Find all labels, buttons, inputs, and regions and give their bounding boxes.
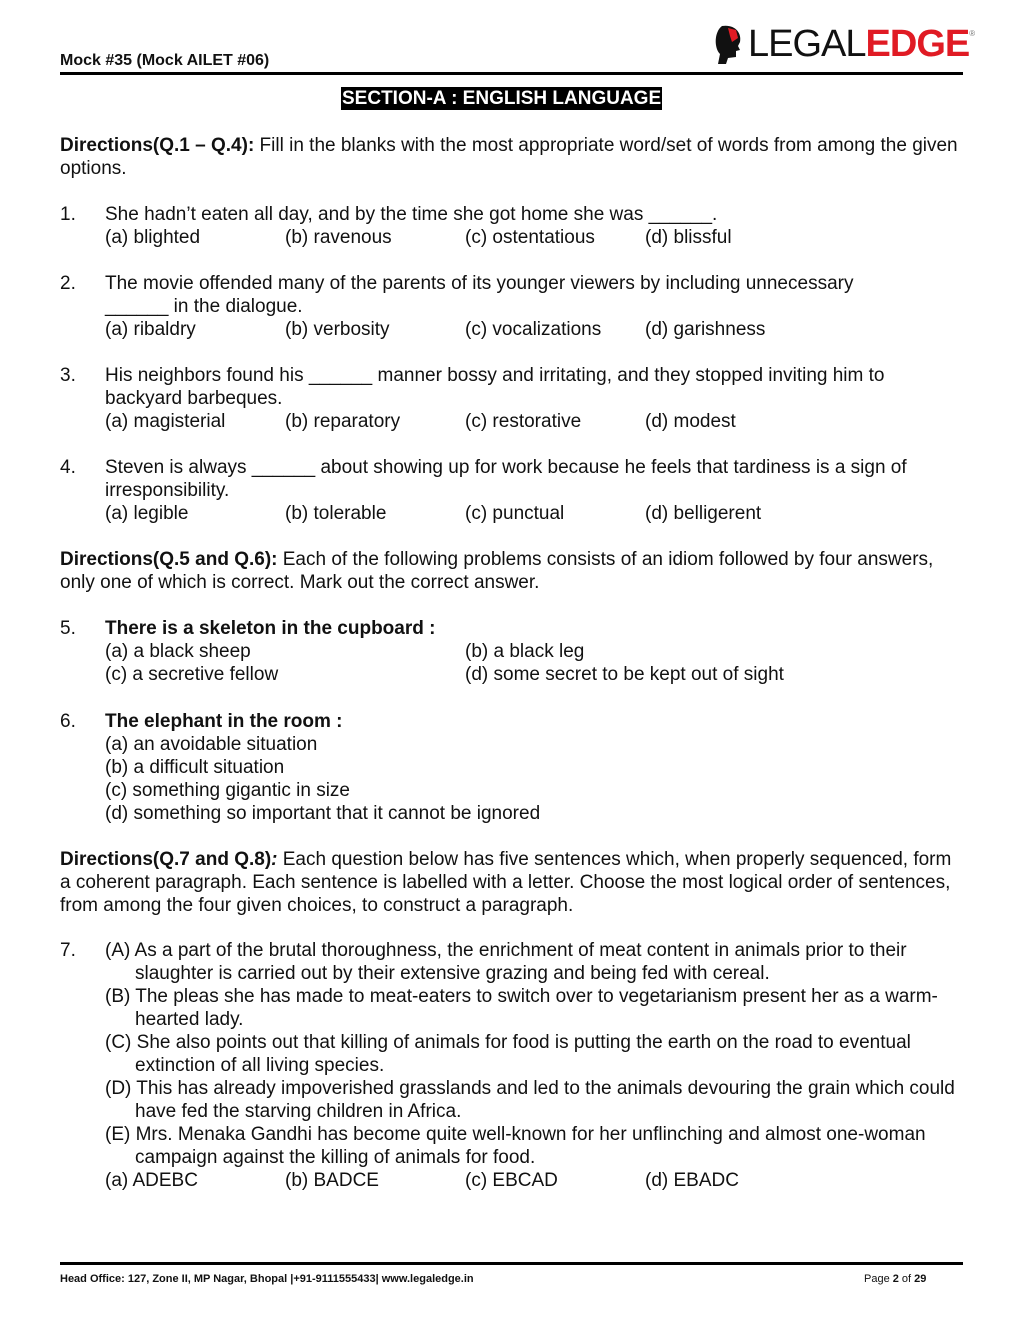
directions-label: Directions(Q.1 – Q.4):: [60, 135, 255, 156]
sentence-a: (A) As a part of the brutal thoroughness, the enrichment of meat content in animals prior to their slaughter is carried out by their extensive grazing and being fed with cereal.: [105, 940, 907, 984]
header-divider: [60, 72, 963, 75]
option-c: (c) restorative: [465, 411, 582, 432]
sentence-b: (B) The pleas she has made to meat-eaters to switch over to vegetarianism present her as a warm-hearted lady.: [105, 986, 938, 1030]
option-d: (d) EBADC: [645, 1170, 739, 1191]
option-c: (c) something gigantic in size: [105, 780, 350, 801]
option-a: (a) ribaldry: [105, 319, 196, 340]
question-text: His neighbors found his ______ manner bossy and irritating, and they stopped inviting him to backyard barbeques.: [105, 365, 885, 409]
footer-address: Head Office: 127, Zone II, MP Nagar, Bhopal |+91-9111555433| www.legaledge.in: [60, 1273, 474, 1285]
option-b: (b) reparatory: [285, 411, 401, 432]
question-number: 7.: [60, 940, 76, 961]
legaledge-logo: [714, 22, 975, 66]
mock-title: Mock #35 (Mock AILET #06): [60, 52, 270, 69]
option-c: (c) EBCAD: [465, 1170, 558, 1191]
option-b: (b) ravenous: [285, 227, 392, 248]
option-a: (a) an avoidable situation: [105, 734, 318, 755]
directions-colon: :: [271, 849, 278, 870]
directions-label: Directions(Q.7 and Q.8): [60, 849, 272, 870]
option-a: (a) legible: [105, 503, 189, 524]
question-4: [60, 456, 960, 525]
head-silhouette-icon: [714, 24, 744, 64]
option-b: (b) a black leg: [465, 641, 585, 662]
question-text: The elephant in the room :: [105, 711, 343, 732]
option-d: (d) something so important that it cannot be ignored: [105, 803, 541, 824]
option-b: (b) tolerable: [285, 503, 387, 524]
option-d: (d) belligerent: [645, 503, 762, 524]
question-6: [60, 710, 960, 825]
sentence-e: (E) Mrs. Menaka Gandhi has become quite well-known for her unflinching and almost one-woman campaign against the killing of animals for food.: [105, 1124, 926, 1168]
option-c: (c) ostentatious: [465, 227, 595, 248]
directions-q5-q6: [60, 548, 960, 594]
question-2: [60, 272, 960, 341]
option-a: (a) blighted: [105, 227, 201, 248]
question-number: 1.: [60, 204, 76, 225]
question-number: 6.: [60, 711, 76, 732]
sentence-c: (C) She also points out that killing of animals for food is putting the earth on the road to eventual extinction of all living species.: [105, 1032, 911, 1076]
question-7: [60, 939, 960, 1192]
of-word: of: [898, 1273, 915, 1285]
question-3: [60, 364, 960, 433]
footer-divider: [60, 1262, 963, 1265]
question-number: 4.: [60, 457, 76, 478]
section-heading: SECTION-A : ENGLISH LANGUAGE: [342, 88, 662, 109]
current-page: 2: [892, 1273, 899, 1285]
question-text: The movie offended many of the parents of its younger viewers by including unnecessary ______ in the dialogue.: [105, 273, 854, 317]
directions-q7-q8: [60, 848, 960, 917]
option-a: (a) magisterial: [105, 411, 226, 432]
option-a: (a) a black sheep: [105, 641, 251, 662]
sentence-d: (D) This has already impoverished grasslands and led to the animals devouring the grain which could have fed the starving children in Africa.: [105, 1078, 955, 1122]
registered-mark: ®: [969, 29, 976, 38]
option-c: (c) vocalizations: [465, 319, 602, 340]
page-number: [864, 1268, 926, 1291]
option-a: (a) ADEBC: [105, 1170, 198, 1191]
total-pages: 29: [914, 1273, 927, 1285]
option-b: (b) verbosity: [285, 319, 390, 340]
question-number: 3.: [60, 365, 76, 386]
option-d: (d) modest: [645, 411, 736, 432]
option-c: (c) a secretive fellow: [105, 664, 279, 685]
directions-q1-q4: [60, 134, 960, 180]
directions-text: Fill in the blanks with the most appropriate word/set of words from among the given options.: [60, 135, 958, 179]
directions-text: Each question below has five sentences which, when properly sequenced, form a coherent paragraph. Each sentence is labelled with a letter. Choose the most logical order of sentences, from among the four given choices, to construct a paragraph.: [60, 849, 952, 916]
option-b: (b) a difficult situation: [105, 757, 285, 778]
option-d: (d) blissful: [645, 227, 732, 248]
question-5: [60, 617, 960, 686]
question-number: 2.: [60, 273, 76, 294]
page-word: Page: [864, 1273, 893, 1285]
option-d: (d) some secret to be kept out of sight: [465, 664, 784, 685]
option-c: (c) punctual: [465, 503, 565, 524]
question-1: [60, 203, 960, 249]
question-text: Steven is always ______ about showing up for work because he feels that tardiness is a sign of irresponsibility.: [105, 457, 907, 501]
option-b: (b) BADCE: [285, 1170, 379, 1191]
directions-text: Each of the following problems consists of an idiom followed by four answers, only one of which is correct. Mark out the correct answer.: [60, 549, 934, 593]
question-text: She hadn’t eaten all day, and by the time she got home she was ______.: [105, 204, 718, 225]
logo-text-edge: EDGE: [865, 22, 970, 65]
directions-label: Directions(Q.5 and Q.6):: [60, 549, 278, 570]
logo-text-legal: LEGAL: [748, 22, 866, 65]
question-text: There is a skeleton in the cupboard :: [105, 618, 436, 639]
option-d: (d) garishness: [645, 319, 766, 340]
question-number: 5.: [60, 618, 76, 639]
